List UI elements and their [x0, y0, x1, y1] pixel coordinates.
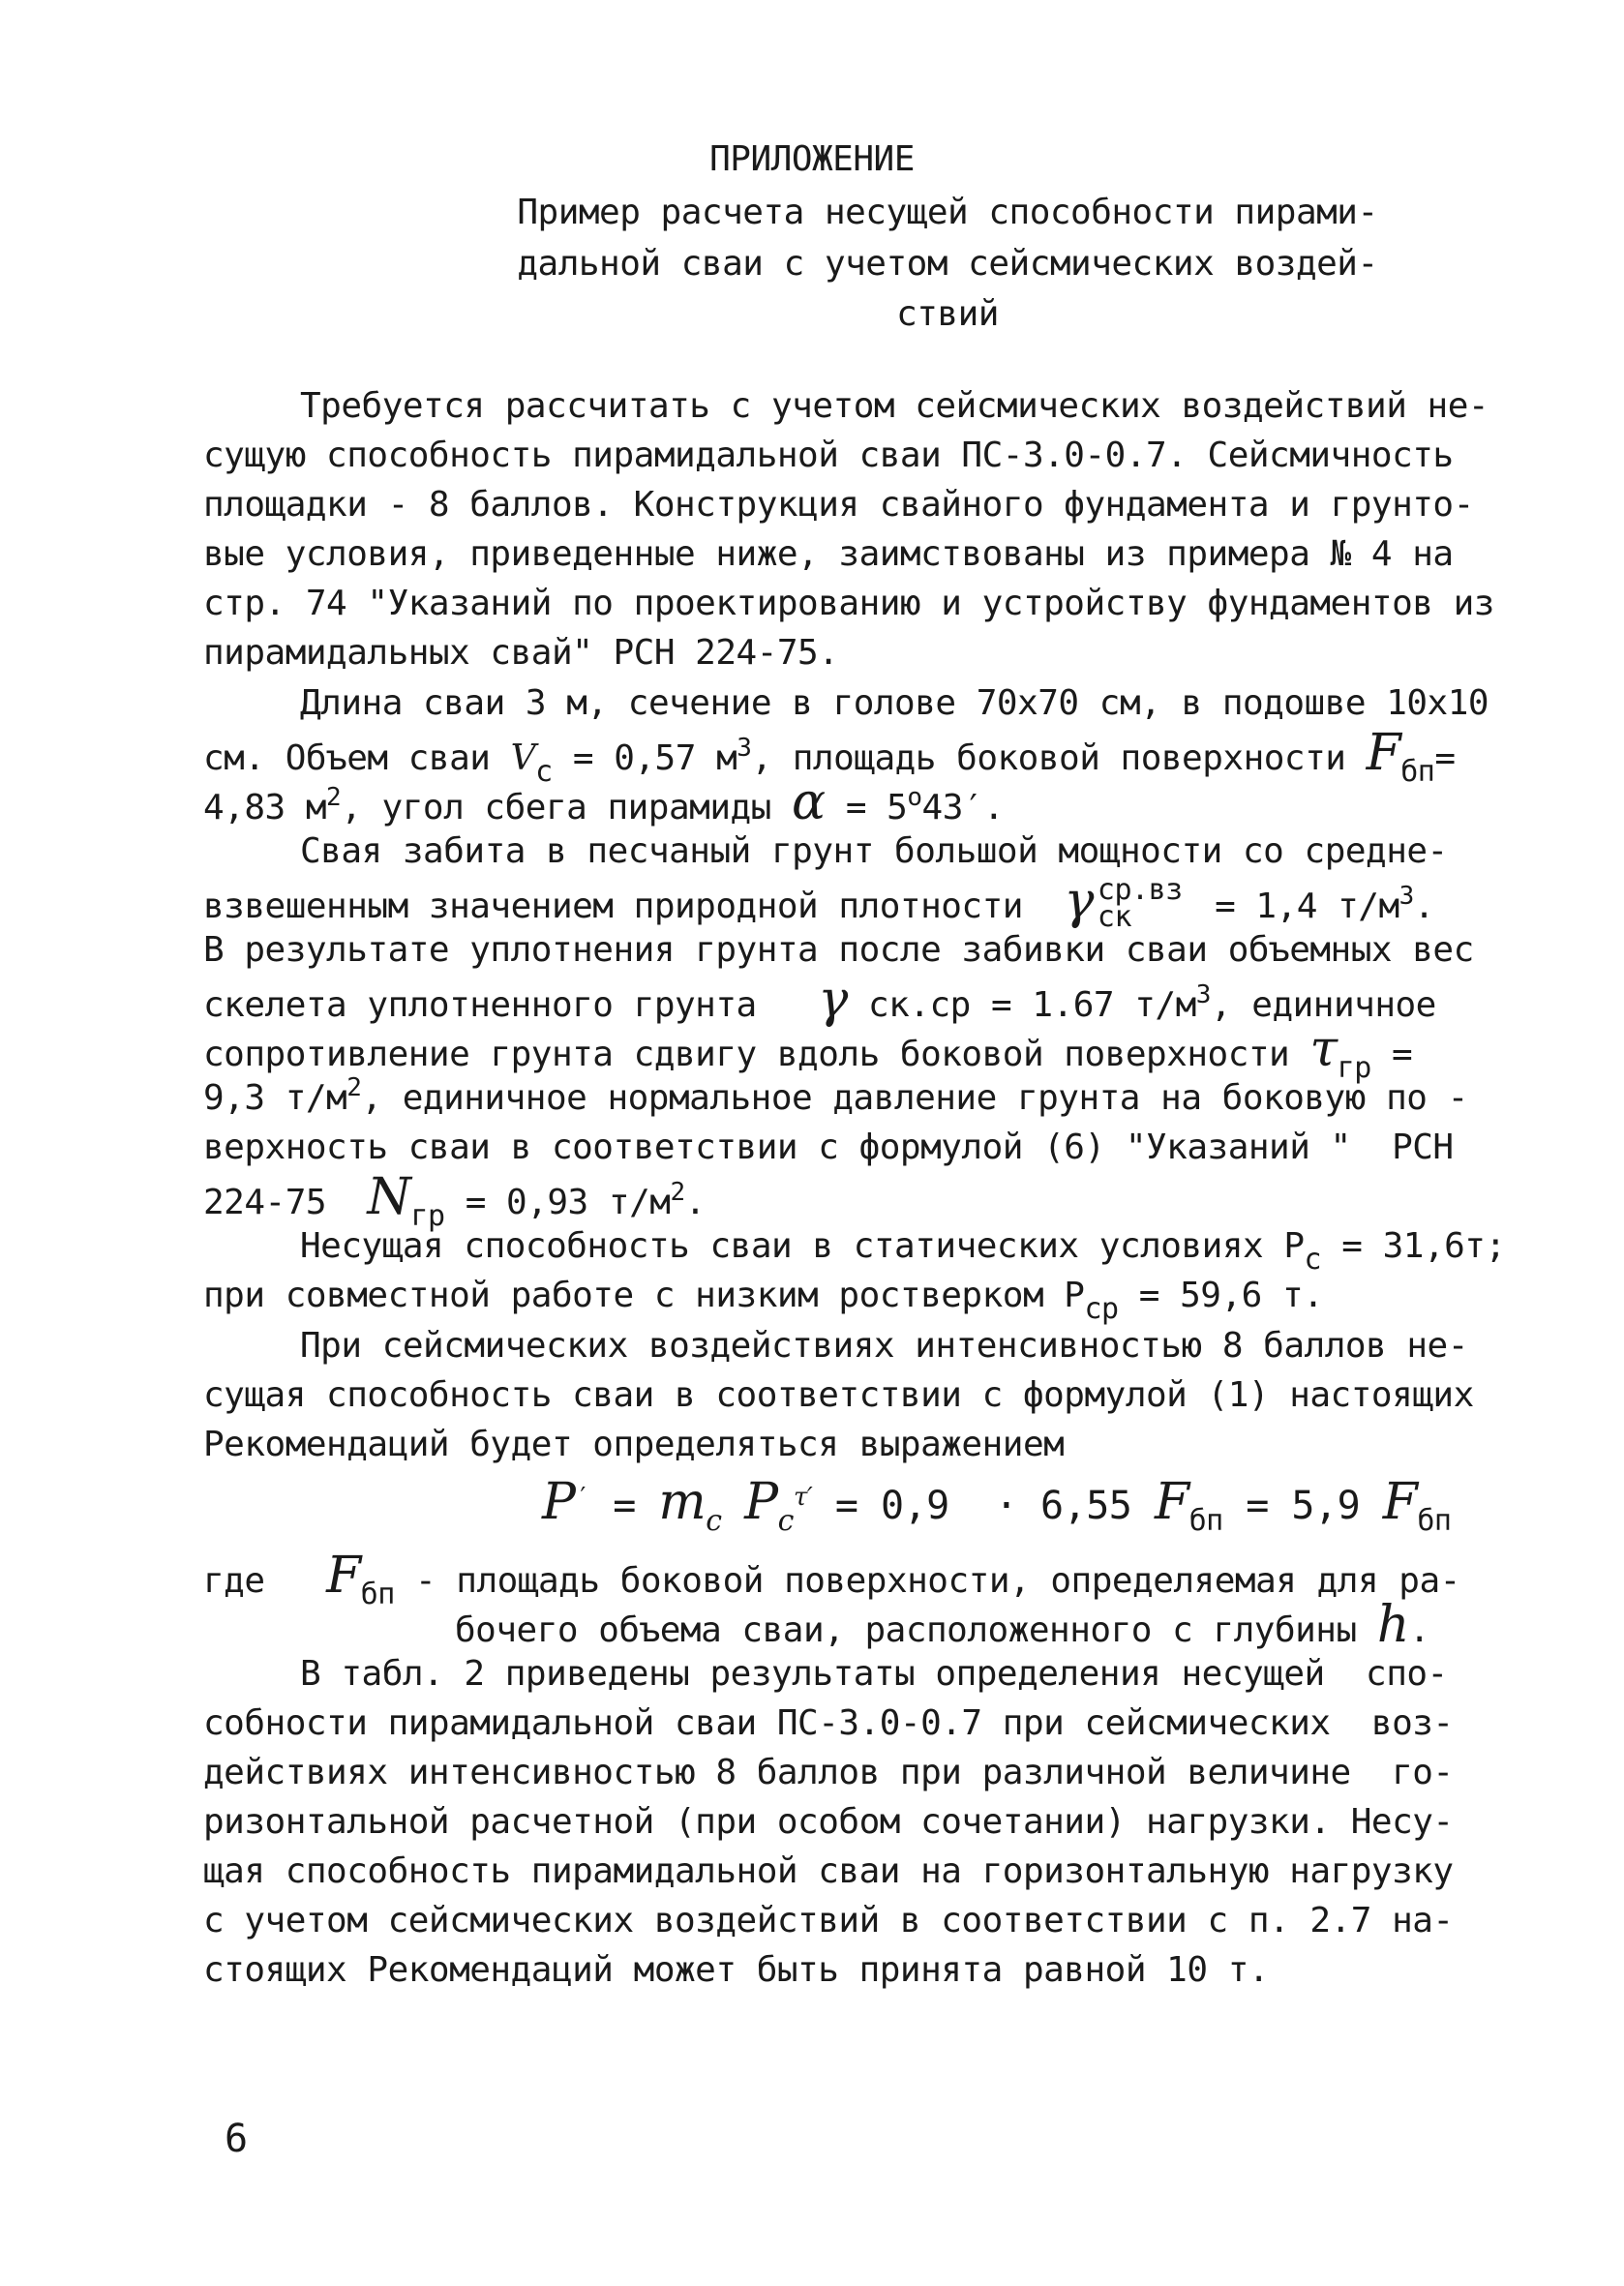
p3-line-3: В результате уплотнения грунта после забивки сваи объемных вес: [203, 930, 1474, 970]
p1-line: пирамидальных свай" РСН 224-75.: [203, 633, 839, 673]
title-line-2: дальной сваи с учетом сейсмических воздей-: [517, 244, 1378, 284]
area-symbol: F: [326, 1547, 361, 1605]
p5-line: сущая способность сваи в соответствии с формулой (1) настоящих: [203, 1375, 1474, 1415]
p6-line: ризонтальной расчетной (при особом сочетании) нагрузки. Несу-: [203, 1802, 1454, 1842]
p1-line: площадки - 8 баллов. Конструкция свайного фундамента и грунто-: [203, 485, 1474, 525]
p2-line-2: см. Объем сваи $V_c = 0,57$ $м^3$, площадь боковой поверхности $F_{бп}=$: [203, 724, 1456, 789]
p1-line: Требуется рассчитать с учетом сейсмических воздействий не-: [300, 386, 1489, 426]
title-line-1: Пример расчета несущей способности пирами-: [517, 193, 1378, 232]
p4-line-2: при совместной работе с низким ростверком $Р_{ср} = 59,6$ т.: [203, 1276, 1324, 1326]
p2-line-3: 4,83 $м^2$, угол сбега пирамиды $\alpha = 5^о43'$.: [203, 773, 1005, 831]
p1-line: вые условия, приведенные ниже, заимствованы из примера № 4 на: [203, 534, 1454, 574]
depth-symbol: h: [1376, 1596, 1409, 1654]
normal-pressure-symbol: N: [367, 1168, 411, 1226]
p6-line: В табл. 2 приведены результаты определения несущей спо-: [300, 1654, 1448, 1694]
p3-line-6: 9,3 $т/м^2$, единичное нормальное давление грунта на боковую по -: [203, 1073, 1468, 1118]
p6-line: щая способность пирамидальной сваи на горизонтальную нагрузку: [203, 1851, 1454, 1891]
p6-line: действиях интенсивностью 8 баллов при различной величине го-: [203, 1753, 1454, 1792]
p5-line: При сейсмических воздействиях интенсивностью 8 баллов не-: [300, 1326, 1468, 1366]
p5-line: Рекомендаций будет определяться выражением: [203, 1425, 1065, 1464]
p3-line-2: взвешенным значением природной плотности γ ср.вз ск = 1,4 $т/м^3$.: [203, 872, 1434, 934]
gamma-symbol: γ: [818, 971, 848, 1029]
p6-line: стоящих Рекомендаций может быть принята равной 10 т.: [203, 1950, 1270, 1990]
p6-line: собности пирамидальной сваи ПС-3.0-0.7 при сейсмических воз-: [203, 1703, 1454, 1743]
p3-line-8: 224-75 $N_{гр} = 0,93$ $т/м^2$.: [203, 1168, 706, 1233]
where-line-1: где $F_{бп}$ - площадь боковой поверхности, определяемая для ра-: [203, 1547, 1460, 1611]
p4-line-1: Несущая способность сваи в статических условиях $Р_с = 31,6т$;: [300, 1226, 1506, 1277]
p6-line: с учетом сейсмических воздействий в соответствии с п. 2.7 на-: [203, 1901, 1454, 1940]
tau-symbol: τ: [1309, 1020, 1338, 1078]
p3-line-5: сопротивление грунта сдвигу вдоль боковой поверхности $\tau_{гр}$ =: [203, 1020, 1413, 1085]
p2-line-1: Длина сваи 3 м, сечение в голове 70х70 см, в подошве 10х10: [300, 683, 1489, 723]
p1-line: сущую способность пирамидальной сваи ПС-3.0-0.7. Сейсмичность: [203, 436, 1454, 475]
volume-symbol: V: [510, 738, 536, 778]
appendix-label: ПРИЛОЖЕНИЕ: [709, 139, 915, 179]
alpha-symbol: α: [792, 773, 826, 831]
p3-line-4: скелета уплотненного грунта γ ск.ср = 1.67 $т/м^3$, единичное: [203, 971, 1436, 1029]
area-symbol: F: [1366, 724, 1401, 782]
gamma-symbol: γ: [1064, 872, 1094, 930]
where-line-2: бочего объема сваи, расположенного с глубины h.: [455, 1596, 1430, 1654]
p1-line: стр. 74 "Указаний по проектированию и устройству фундаментов из: [203, 584, 1494, 623]
p3-line-7: верхность сваи в соответствии с формулой (6) "Указаний " РСН: [203, 1128, 1454, 1167]
page-number: 6: [225, 2117, 248, 2161]
p3-line-1: Свая забита в песчаный грунт большой мощности со средне-: [300, 831, 1448, 871]
gamma-indices: ср.вз ск: [1097, 873, 1183, 934]
title-line-3: ствий: [896, 294, 999, 334]
capacity-formula: $P' = m_c$ $P_c^{\tau'} = 0,9 \cdot 6,55$ $F_{бп} = 5,9$ $F_{бп}$: [542, 1473, 1452, 1538]
